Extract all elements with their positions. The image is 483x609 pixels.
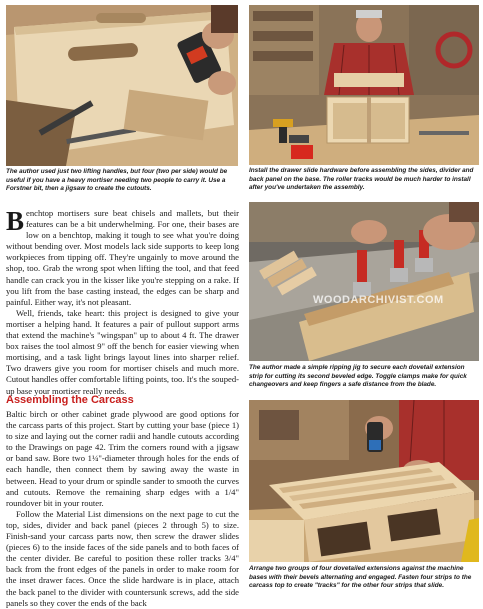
intro-paragraph-2: Well, friends, take heart: this project is designed to give your mortiser a helping hand. It features a pair of pullout support arms that extend the machine's "wingspan" up to about 4 ft. The drawer box raises the tool almost 9" off the bench for easier viewing when mortising, and a task light brings layout lines into sharper relief. Two drawers give you room for mortiser chisels and much more. Cutout handles offer comfortable lifting points, too. It's the souped-up base your mortiser really needs. [6, 307, 239, 396]
intro-paragraph-1: Benchtop mortisers sure beat chisels and mallets, but their features can be a bit underwhelming. For one, their bases are low on a benchtop, making it tough to see what you're doing without bending over. Most models lack side supports to keep long workpieces from tipping off. They're ungainly to move around the shop, too. Grab the wrong spot when lifting the tool, and that feed handle can crack you in the kisser like you're stepping on a rake. If you lift from the base casting instead, the edges can be sharp and painful. Either way, it's not pleasant. [6, 206, 239, 307]
section-paragraph-1: Baltic birch or other cabinet grade plywood are good options for the carcass parts of this project. Start by cutting your base (piece 1) to size and laying out the corner radii and handle cutouts according to the Drawings on page 42. Trim the corners round with a jigsaw or band saw. Bore two 1¼"-diameter through holes for the ends of each handle, then connect them by sawing away the waste in between. Head to your drum or spindle sander to smooth the curves and cutouts. Remove the remaining sharp edges with a 1/4" roundover bit in your router. [6, 409, 239, 508]
intro-text [6, 208, 239, 397]
section-paragraph-2: Follow the Material List dimensions on the next page to cut the top, sides, divider and back panel (pieces 2 through 5) to size. Finish-sand your carcass parts now, then screw the drawer slides (pieces 6) to the inside faces of the side panels and to both faces of the center divider. Be careful to position these roller tracks 3/4" back from the front edges of the panels in order to make room for the inset drawer faces. Once the slide hardware is in place, attach the back panel to the divider with countersunk screws, add the side panels so they cover the ends of the back [6, 508, 239, 608]
caption-bottom-right: Arrange two groups of four dovetailed extensions against the machine bases with their bevels alternating and engaged. Fasten four strips to the carcass top to create "tracks" for the other four strips that slide. [249, 565, 472, 590]
caption-top-left: The author used just two lifting handles, but four (two per side) would be useful if you have a heavy mortiser needing two people to carry it. Use a Forstner bit, then a jigsaw to create the cutouts. [6, 168, 228, 193]
photo-ripping-jig [249, 202, 479, 361]
photo-drawer-slide-install [249, 5, 479, 165]
caption-middle-right: The author made a simple ripping jig to secure each dovetail extension strip for cutting its second beveled edge. Toggle clamps make for quick changeovers and keep fingers a safe distance from the blade. [249, 364, 467, 389]
section-heading: Assembling the Carcass [6, 394, 134, 406]
photo-handle-cutout [6, 5, 238, 166]
drop-cap: B [6, 206, 25, 236]
watermark: WOODARCHIVIST.COM [313, 294, 444, 306]
section-text [6, 409, 239, 609]
photo-dovetail-extensions [249, 400, 479, 562]
caption-top-right: Install the drawer slide hardware before assembling the sides, divider and back panel on the base. The roller tracks would be much harder to install after you've undertaken the assembly. [249, 167, 474, 192]
